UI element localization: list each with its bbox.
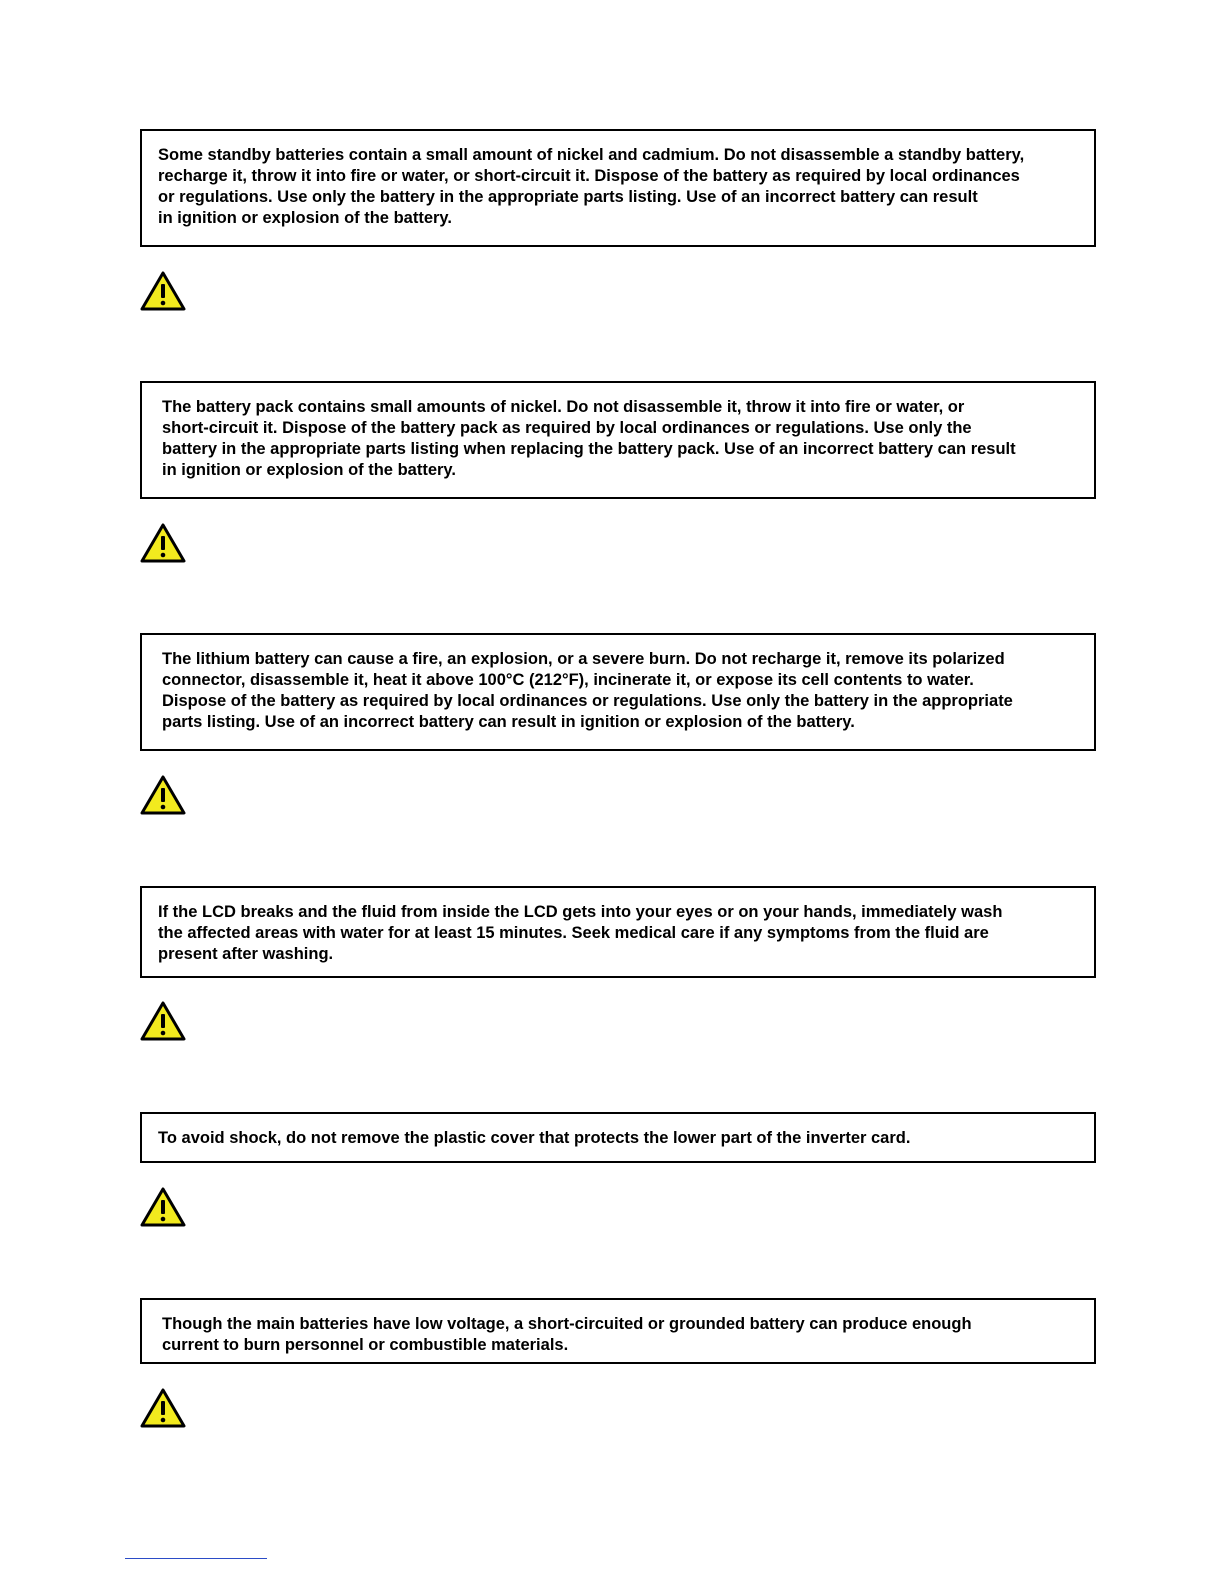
notice-box-inverter-shock bbox=[140, 1112, 1096, 1163]
footer-rule bbox=[125, 1558, 267, 1559]
warning-triangle-icon bbox=[140, 270, 186, 312]
notice-box-battery-pack bbox=[140, 381, 1096, 499]
notice-text: Though the main batteries have low voltage, a short-circuited or grounded battery can produce enough current to burn personnel or combustible materials. bbox=[162, 1315, 972, 1354]
notice-text: The battery pack contains small amounts of nickel. Do not disassemble it, throw it into fire or water, or short-circuit it. Dispose of the battery pack as required by local ordinances or regulations. Use only the battery in the appropriate parts listing when replacing the battery pack. Use of an incorrect battery can result in ignition or explosion of the battery. bbox=[162, 398, 1016, 479]
warning-triangle-icon bbox=[140, 1000, 186, 1042]
notice-box-lithium-battery bbox=[140, 633, 1096, 751]
notice-text: To avoid shock, do not remove the plastic cover that protects the lower part of the inverter card. bbox=[158, 1129, 911, 1147]
notice-text: If the LCD breaks and the fluid from inside the LCD gets into your eyes or on your hands, immediately wash the affected areas with water for at least 15 minutes. Seek medical care if any symptoms from the fluid are present after washing. bbox=[158, 903, 1003, 963]
notice-box-main-battery-voltage bbox=[140, 1298, 1096, 1364]
notice-box-standby-battery bbox=[140, 129, 1096, 247]
warning-triangle-icon bbox=[140, 774, 186, 816]
warning-triangle-icon bbox=[140, 1186, 186, 1228]
notice-box-lcd-fluid bbox=[140, 886, 1096, 978]
notice-text: Some standby batteries contain a small amount of nickel and cadmium. Do not disassemble a standby battery, recharge it, throw it into fire or water, or short-circuit it. Dispose of the battery as required by local ordinances or regulations. Use only the battery in the appropriate parts listing. Use of an incorrect battery can result in ignition or explosion of the battery. bbox=[158, 146, 1025, 227]
warning-triangle-icon bbox=[140, 1387, 186, 1429]
warning-triangle-icon bbox=[140, 522, 186, 564]
notice-text: The lithium battery can cause a fire, an explosion, or a severe burn. Do not recharge it, remove its polarized connector, disassemble it, heat it above 100°C (212°F), incinerate it, or expose its cell contents to water. Dispose of the battery as required by local ordinances or regulations. Use only the battery in the appropriate parts listing. Use of an incorrect battery can result in ignition or explosion of the battery. bbox=[162, 650, 1013, 731]
